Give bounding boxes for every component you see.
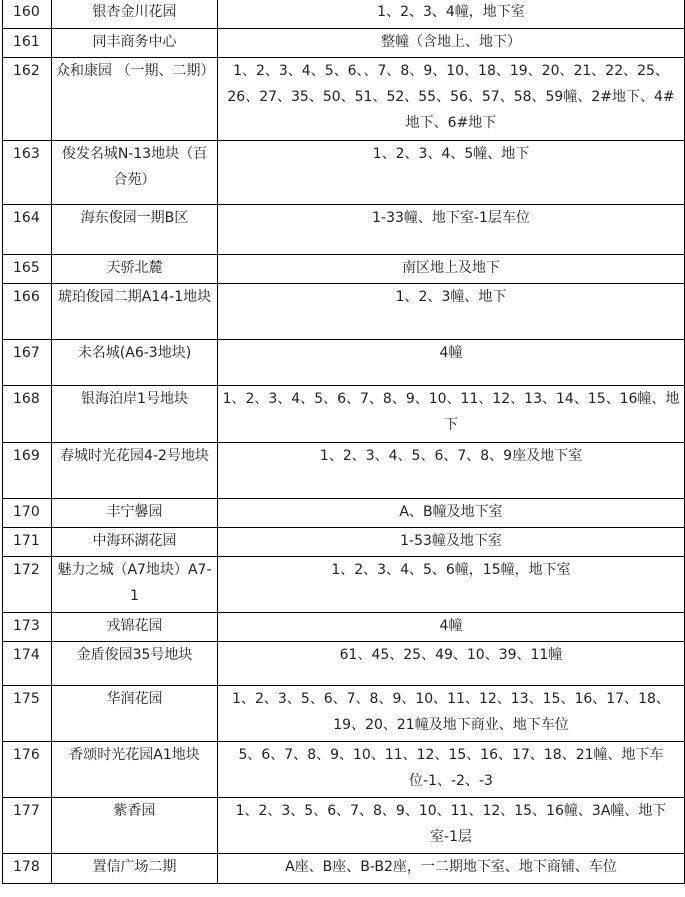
row-number: 172 [3,557,52,613]
table-row [3,58,685,141]
building-list: A、B幢及地下室 [218,499,685,528]
row-number: 166 [3,284,52,340]
table-row [3,284,685,340]
row-number: 176 [3,742,52,798]
building-list: 1、2、3、4、5幢、地下 [218,141,685,205]
row-number: 167 [3,340,52,386]
row-number: 173 [3,613,52,642]
row-number: 177 [3,798,52,854]
row-number: 164 [3,205,52,255]
table-row [3,528,685,557]
project-name: 春城时光花园4-2号地块 [52,443,218,499]
building-list: 1、2、3、4、5、6、、7、8、9、10、18、19、20、21、22、25、26、27、35、50、51、52、55、56、57、58、59幢、2#地下、4#地下、6#地下 [218,58,685,141]
building-list: 1、2、3、4、5、6、7、8、9座及地下室 [218,443,685,499]
project-name: 金盾俊园35号地块 [52,642,218,686]
building-list: 1-33幢、地下室-1层车位 [218,205,685,255]
building-list: 1、2、3、4、5、6幢，15幢，地下室 [218,557,685,613]
project-name: 魅力之城（A7地块）A7-1 [52,557,218,613]
row-number: 168 [3,386,52,443]
table-row [3,0,685,29]
table-row [3,642,685,686]
building-list: 1、2、3、5、6、7、8、9、10、11、12、13、15、16、17、18、19、20、21幢及地下商业、地下车位 [218,686,685,742]
project-name: 香颂时光花园A1地块 [52,742,218,798]
project-name: 众和康园 （一期、二期） [52,58,218,141]
building-list: 1、2、3、4、5、6、7、8、9、10、11、12、13、14、15、16幢、地下 [218,386,685,443]
building-list: 1、2、3、5、6、7、8、9、10、11、12、15、16幢、3A幢、地下室-1层 [218,798,685,854]
table-row [3,613,685,642]
table-row [3,686,685,742]
row-number: 165 [3,255,52,284]
project-name: 琥珀俊园二期A14-1地块 [52,284,218,340]
building-list: 1、2、3、4幢，地下室 [218,0,685,29]
building-list: 5、6、7、8、9、10、11、12、15、16、17、18、21幢、地下车位-1、-2、-3 [218,742,685,798]
table-row [3,798,685,854]
table-row [3,255,685,284]
table-row [3,742,685,798]
project-name: 戎锦花园 [52,613,218,642]
table-row [3,443,685,499]
project-name: 华润花园 [52,686,218,742]
table-row [3,141,685,205]
building-list: 南区地上及地下 [218,255,685,284]
building-list: 4幢 [218,613,685,642]
row-number: 160 [3,0,52,29]
row-number: 178 [3,854,52,884]
row-number: 175 [3,686,52,742]
table-row [3,386,685,443]
project-name: 银海泊岸1号地块 [52,386,218,443]
row-number: 170 [3,499,52,528]
table-row [3,205,685,255]
table-row [3,854,685,884]
building-list: 整幢（含地上、地下） [218,29,685,58]
table-row [3,557,685,613]
table-row [3,499,685,528]
project-name: 紫香园 [52,798,218,854]
row-number: 163 [3,141,52,205]
project-name: 俊发名城N-13地块（百合苑） [52,141,218,205]
project-name: 天骄北麓 [52,255,218,284]
project-name: 中海环湖花园 [52,528,218,557]
table-row [3,29,685,58]
building-list: A座、B座、B-B2座，一二期地下室、地下商铺、车位 [218,854,685,884]
building-list: 1、2、3幢、地下 [218,284,685,340]
table-row [3,340,685,386]
row-number: 169 [3,443,52,499]
project-name: 海东俊园一期B区 [52,205,218,255]
building-list: 4幢 [218,340,685,386]
project-name: 银杏金川花园 [52,0,218,29]
row-number: 162 [3,58,52,141]
project-name: 同丰商务中心 [52,29,218,58]
project-name: 丰宁馨园 [52,499,218,528]
building-list: 1-53幢及地下室 [218,528,685,557]
row-number: 171 [3,528,52,557]
project-name: 置信广场二期 [52,854,218,884]
project-table [2,0,685,884]
row-number: 174 [3,642,52,686]
row-number: 161 [3,29,52,58]
building-list: 61、45、25、49、10、39、11幢 [218,642,685,686]
project-name: 未名城(A6-3地块) [52,340,218,386]
